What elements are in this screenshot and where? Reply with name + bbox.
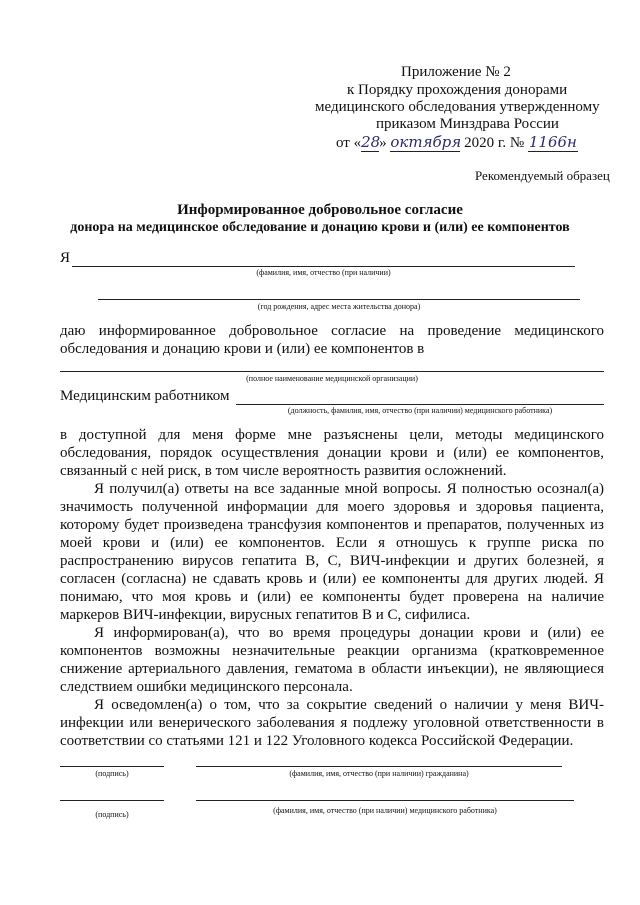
- paragraph-explained: в доступной для меня форме мне разъяснены цели, методы медицинского обследования, порядок осуществления донации крови и (или) ее компонентов, связанный с ней риск, в том числе вероятность развития осложнений.: [60, 427, 604, 479]
- date-day: 28: [361, 133, 381, 151]
- name-line-donor[interactable]: [196, 766, 562, 767]
- fio-line[interactable]: [72, 266, 575, 267]
- appendix-label: Приложение № 2: [401, 64, 511, 80]
- med-worker-label: Медицинским работником: [60, 388, 230, 404]
- date-mid: »: [379, 135, 387, 151]
- header-line-1: к Порядку прохождения донорами: [347, 82, 568, 98]
- consent-text: даю информированное добровольное согласие на проведение медицинского обследования и донацию крови и (или) ее компонентов в: [60, 323, 604, 357]
- birth-address-line[interactable]: [98, 299, 580, 300]
- signature-line-donor[interactable]: [60, 766, 164, 767]
- name-caption-donor: (фамилия, имя, отчество (при наличии) гражданина): [289, 769, 469, 778]
- signature-caption-worker: (подпись): [95, 810, 129, 819]
- document-title: Информированное добровольное согласие: [177, 202, 463, 218]
- order-number: 1166н: [528, 133, 577, 151]
- birth-address-caption: (год рождения, адрес места жительства донора): [257, 302, 421, 311]
- order-date-line: [336, 134, 578, 152]
- med-worker-caption: (должность, фамилия, имя, отчество (при наличии) медицинского работника): [287, 406, 553, 415]
- organization-line[interactable]: [60, 371, 604, 372]
- paragraph-answers: Я получил(а) ответы на все заданные мной вопросы. Я полностью осознал(а) значимость полученной информации для моего здоровья и здоровья пациента, которому будет произведена трансфузия компонентов и препаратов, полученных из моей крови и (или) ее компонентов. Если я отношусь к группе риска по распространению вирусов гепатита В, С, ВИЧ-инфекции и других болезней, я согласен (согласна) не сдавать кровь и (или) ее компоненты для других людей. Я понимаю, что моя кровь и (или) ее компоненты будет проверена на наличие маркеров ВИЧ-инфекции, вирусных гепатитов В и С, сифилиса.: [60, 481, 604, 623]
- header-line-3: приказом Минздрава России: [376, 116, 559, 132]
- fio-caption: (фамилия, имя, отчество (при наличии): [256, 268, 391, 277]
- organization-caption: (полное наименование медицинской организации): [246, 374, 418, 383]
- date-year: 2020 г. №: [464, 135, 525, 151]
- signature-line-worker[interactable]: [60, 800, 164, 801]
- paragraph-liability: Я осведомлен(а) о том, что за сокрытие сведений о наличии у меня ВИЧ-инфекции или венерического заболевания я подлежу уголовной ответственности в соответствии со статьями 121 и 122 Уголовного кодекса Российской Федерации.: [60, 697, 604, 749]
- ya-label: Я: [60, 250, 71, 266]
- consent-body: [60, 426, 604, 750]
- date-prefix: от «: [336, 135, 362, 151]
- paragraph-informed: Я информирован(а), что во время процедуры донации крови и (или) ее компонентов возможны незначительные реакции организма (кратковременное снижение артериального давления, гематома в области инъекции), не являющиеся следствием ошибки медицинского персонала.: [60, 625, 604, 695]
- signature-caption-donor: (подпись): [95, 769, 129, 778]
- med-worker-line[interactable]: [236, 404, 604, 405]
- date-month: октября: [390, 133, 462, 151]
- recommended-sample: Рекомендуемый образец: [475, 168, 610, 183]
- name-line-worker[interactable]: [196, 800, 574, 801]
- header-line-2: медицинского обследования утвержденному: [315, 99, 600, 115]
- name-caption-worker: (фамилия, имя, отчество (при наличии) медицинского работника): [273, 806, 497, 815]
- document-subtitle: донора на медицинское обследование и донацию крови и (или) ее компонентов: [70, 220, 570, 235]
